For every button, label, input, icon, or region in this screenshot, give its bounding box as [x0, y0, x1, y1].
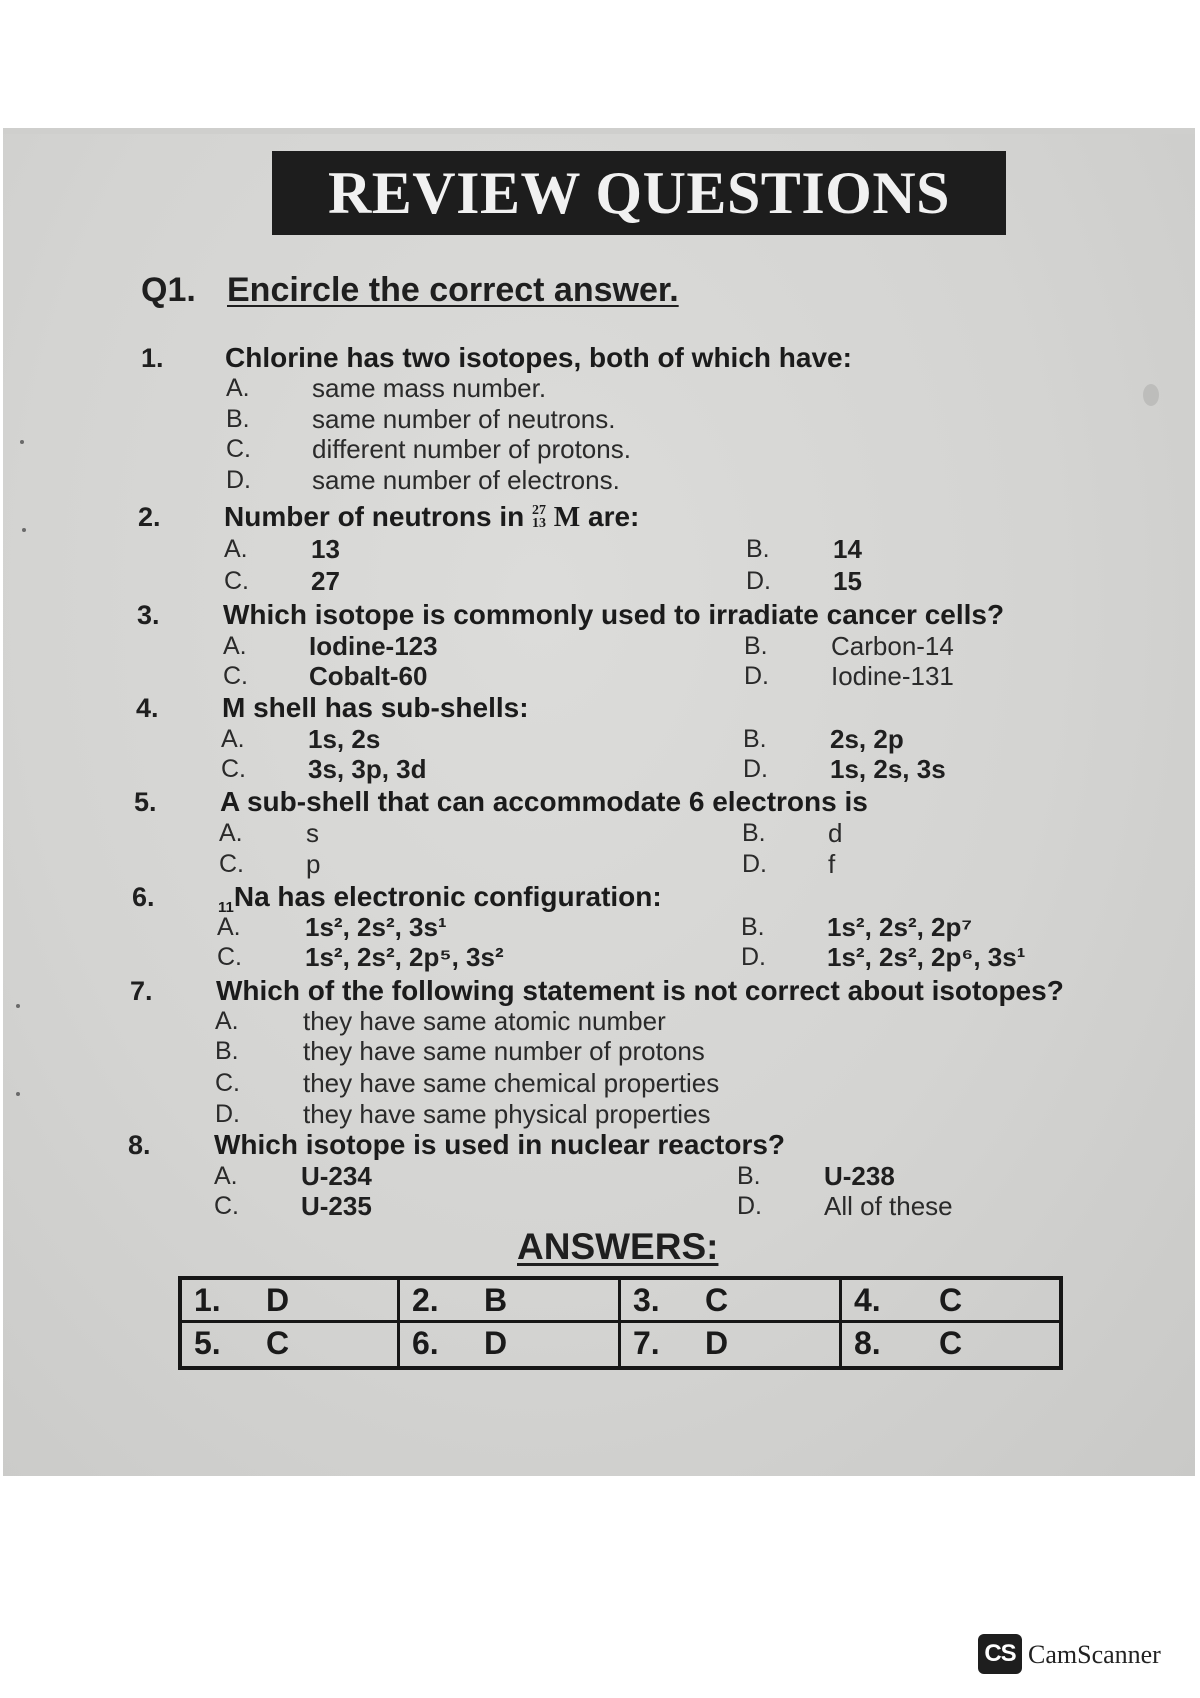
option-label: B. [743, 725, 767, 753]
option-label: B. [744, 632, 768, 660]
answer-cell [400, 1280, 621, 1323]
answer-number: 3. [633, 1282, 660, 1318]
option-label: D. [746, 567, 771, 595]
option-label: A. [226, 374, 250, 402]
question-text: Which isotope is commonly used to irradiate cancer cells? [223, 599, 1005, 630]
option-text: Carbon-14 [831, 631, 954, 661]
option-label: D. [743, 755, 768, 783]
scan-speck [22, 528, 26, 532]
option-text: 1s, 2s [308, 724, 381, 754]
option-text: same number of neutrons. [312, 404, 616, 434]
question-text: M shell has sub-shells: [222, 692, 529, 723]
option-label: D. [744, 662, 769, 690]
option-label: C. [221, 755, 246, 783]
scan-speck [16, 1004, 20, 1008]
option-label: D. [741, 943, 766, 971]
option-label: B. [741, 913, 765, 941]
answer-letter: C [705, 1282, 729, 1318]
option-label: B. [737, 1162, 761, 1190]
scan-speck [16, 1092, 20, 1096]
option-label: B. [746, 535, 770, 563]
answer-cell [842, 1323, 1059, 1366]
option-label: B. [226, 405, 250, 433]
answer-letter: D [266, 1282, 290, 1318]
option-label: A. [224, 535, 248, 563]
option-label: A. [215, 1007, 239, 1035]
answer-cell [400, 1323, 621, 1366]
option-text: 1s², 2s², 3s¹ [305, 912, 447, 942]
option-label: A. [223, 632, 247, 660]
option-text: Cobalt-60 [309, 661, 428, 691]
option-text: 27 [311, 566, 340, 596]
answer-number: 6. [412, 1325, 439, 1361]
option-text: Iodine-131 [831, 661, 954, 691]
option-text: Iodine-123 [309, 631, 438, 661]
answer-number: 1. [194, 1282, 221, 1318]
option-text: 3s, 3p, 3d [308, 754, 427, 784]
option-text: s [306, 818, 319, 848]
answer-number: 4. [854, 1282, 881, 1318]
answer-cell [842, 1280, 1059, 1323]
question-number: 5. [134, 787, 157, 817]
option-text: 14 [833, 534, 862, 564]
option-text: U-234 [301, 1161, 372, 1191]
answer-letter: B [484, 1282, 508, 1318]
question-number: 1. [141, 343, 164, 373]
option-text: 15 [833, 566, 862, 596]
question-text: Which of the following statement is not correct about isotopes? [216, 975, 1064, 1006]
option-text: All of these [824, 1191, 953, 1221]
option-text: U-238 [824, 1161, 895, 1191]
answer-number: 2. [412, 1282, 439, 1318]
option-text: they have same physical properties [303, 1099, 711, 1129]
option-text: 1s, 2s, 3s [830, 754, 946, 784]
question-number: 3. [137, 600, 160, 630]
question-number: 4. [136, 693, 159, 723]
option-text: different number of protons. [312, 434, 631, 464]
answer-cell [621, 1323, 842, 1366]
title-banner [272, 151, 1006, 235]
nuclide-notation [532, 504, 546, 530]
question-text: Chlorine has two isotopes, both of which have: [225, 342, 852, 373]
answers-heading: ANSWERS: [517, 1226, 719, 1267]
answer-number: 8. [854, 1325, 881, 1361]
scan-top-edge [3, 128, 1195, 134]
section-number: Q1. [141, 271, 196, 309]
question-text: A sub-shell that can accommodate 6 electrons is [220, 786, 868, 817]
answer-letter: C [939, 1325, 963, 1361]
option-label: C. [223, 662, 248, 690]
answer-key-table [178, 1276, 1063, 1370]
option-label: C. [224, 567, 249, 595]
option-label: C. [217, 943, 242, 971]
answer-cell [621, 1280, 842, 1323]
question-text-before: Number of neutrons in [224, 501, 525, 532]
option-label: C. [214, 1192, 239, 1220]
answer-number: 5. [194, 1325, 221, 1361]
option-label: B. [215, 1037, 239, 1065]
option-label: D. [226, 466, 251, 494]
question-text: Which isotope is used in nuclear reactors? [214, 1129, 786, 1160]
option-label: C. [215, 1069, 240, 1097]
option-label: D. [215, 1100, 240, 1128]
option-text: f [828, 849, 836, 879]
option-text: they have same chemical properties [303, 1068, 720, 1098]
option-label: D. [742, 850, 767, 878]
answer-letter: D [484, 1325, 508, 1361]
option-text: d [828, 818, 843, 848]
answer-cell [182, 1323, 400, 1366]
camscanner-watermark-text: CamScanner [1028, 1640, 1161, 1669]
section-instruction: Encircle the correct answer. [227, 271, 679, 309]
option-label: A. [221, 725, 245, 753]
option-label: A. [214, 1162, 238, 1190]
question-number: 2. [138, 502, 161, 532]
option-label: A. [219, 819, 243, 847]
option-text: 1s², 2s², 2p⁷ [827, 912, 973, 942]
page-title: REVIEW QUESTIONS [327, 160, 951, 226]
option-label: C. [219, 850, 244, 878]
answer-letter: D [705, 1325, 729, 1361]
option-label: D. [737, 1192, 762, 1220]
question-text [224, 501, 639, 533]
option-label: B. [742, 819, 766, 847]
answer-number: 7. [633, 1325, 660, 1361]
option-text: 1s², 2s², 2p⁶, 3s¹ [827, 942, 1026, 972]
element-symbol: M [553, 502, 581, 533]
answer-cell [182, 1280, 400, 1323]
question-text-body: Na has electronic configuration: [233, 881, 662, 912]
option-text: 13 [311, 534, 340, 564]
question-number: 8. [128, 1130, 151, 1160]
question-text [218, 881, 662, 916]
scan-blot [1143, 384, 1159, 406]
option-label: A. [217, 913, 241, 941]
scan-speck [20, 440, 24, 444]
option-text: they have same atomic number [303, 1006, 666, 1036]
answer-letter: C [266, 1325, 290, 1361]
question-number: 6. [132, 882, 155, 912]
option-text: same number of electrons. [312, 465, 620, 495]
option-label: C. [226, 435, 251, 463]
atomic-number: 11 [218, 899, 234, 916]
option-text: 1s², 2s², 2p⁵, 3s² [305, 942, 504, 972]
option-text: they have same number of protons [303, 1036, 705, 1066]
question-text-after: are: [588, 501, 640, 532]
atomic-number: 13 [532, 515, 547, 531]
option-text: U-235 [301, 1191, 372, 1221]
camscanner-logo-icon: CS [978, 1634, 1022, 1674]
question-number: 7. [130, 976, 153, 1006]
option-text: 2s, 2p [830, 724, 904, 754]
mass-number: 27 [532, 502, 547, 518]
option-text: p [306, 849, 321, 879]
option-text: same mass number. [312, 373, 547, 403]
answer-letter: C [939, 1282, 963, 1318]
